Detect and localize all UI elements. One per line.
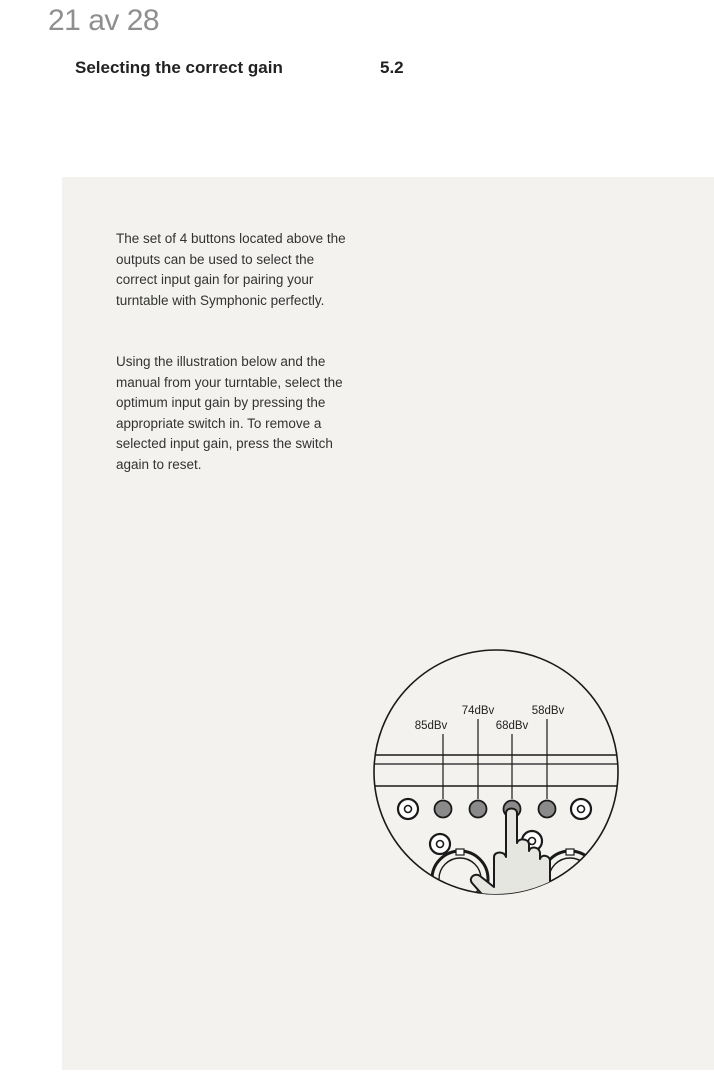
gain-label-74: 74dBv	[461, 705, 495, 717]
gain-label-85: 85dBv	[414, 720, 448, 732]
rca-connector-right	[571, 799, 591, 819]
rca-connector-lower-left	[430, 834, 450, 854]
gain-label-68: 68dBv	[495, 720, 529, 732]
content-panel	[62, 177, 714, 1070]
page-counter: 21 av 28	[48, 4, 160, 37]
rca-connector-left	[398, 799, 418, 819]
section-number: 5.2	[380, 58, 404, 77]
gain-label-58: 58dBv	[531, 705, 565, 717]
gain-switch-illustration	[372, 647, 622, 917]
gain-button-85	[435, 801, 452, 818]
paragraph-intro: The set of 4 buttons located above the outputs can be used to select the correct input gain for pairing your turntable with Symphonic perfectly.	[116, 231, 346, 308]
gain-button-58	[539, 801, 556, 818]
gain-button-74	[470, 801, 487, 818]
paragraph-instructions: Using the illustration below and the manual from your turntable, select the optimum input gain by pressing the appropriate switch in. To remove a selected input gain, press the switch again to reset.	[116, 354, 343, 472]
section-title: Selecting the correct gain	[75, 58, 283, 77]
